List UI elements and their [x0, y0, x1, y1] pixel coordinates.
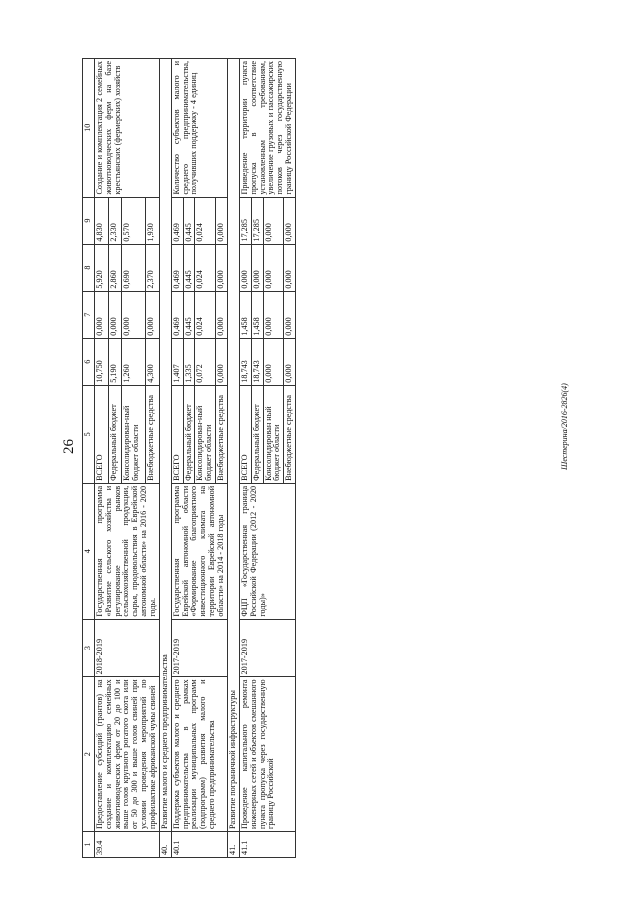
period: 2018-2019: [94, 619, 159, 677]
header-cell: 6: [83, 338, 95, 385]
value-cell: 0,000: [263, 197, 284, 244]
source-cell: Федеральный бюджет: [108, 385, 122, 483]
value-cell: 0,024: [195, 197, 216, 244]
source-cell: Консолидирован ный бюджет области: [263, 385, 284, 483]
section-number: 41.: [228, 832, 240, 858]
value-cell: 0,570: [122, 197, 146, 244]
value-cell: 0,000: [108, 291, 122, 338]
value-cell: 2,860: [108, 244, 122, 291]
source-cell: ВСЕГО: [239, 385, 251, 483]
value-cell: 0,469: [171, 244, 183, 291]
measure-text: Предоставление субсидий (грантов) на создание и комплектацию семейных животноводческих ферм от 20 до 100 и выше голов крупного рогатого скота или от 50 до 300 и выше голов свиней при условии проведения мероприятий по профилактике африканской чумы свиней: [94, 677, 159, 832]
source-cell: Внебюджетные средства: [146, 385, 160, 483]
result-text: Приведение территории пункта пропуска в соответствие установленным требованиям, увеличение грузовых и пассажирских потоков через государственную границу Российской Федерации: [239, 59, 295, 198]
section-row: [228, 59, 240, 858]
value-cell: 2,370: [146, 244, 160, 291]
value-cell: 0,024: [195, 291, 216, 338]
section-number: 40.: [159, 832, 171, 858]
table-row: [239, 59, 251, 858]
section-row: [159, 59, 171, 858]
measure-text: Поддержка субъектов малого и среднего предпринимательства в рамках реализации муниципальных программ (подпрограмм) развития малого и среднего предпринимательства: [171, 677, 227, 832]
source-cell: Внебюджетные средства: [216, 385, 228, 483]
value-cell: 5,920: [94, 244, 108, 291]
value-cell: 0,000: [263, 291, 284, 338]
header-cell: 7: [83, 291, 95, 338]
source-cell: Федеральный бюджет: [251, 385, 263, 483]
value-cell: 17,285: [239, 197, 251, 244]
value-cell: 0,690: [122, 244, 146, 291]
value-cell: 0,469: [171, 197, 183, 244]
value-cell: 0,000: [216, 338, 228, 385]
value-cell: 0,000: [146, 291, 160, 338]
value-cell: 0,000: [251, 244, 263, 291]
value-cell: 0,000: [263, 338, 284, 385]
value-cell: 1,458: [239, 291, 251, 338]
value-cell: 1,407: [171, 338, 183, 385]
value-cell: 0,000: [284, 197, 296, 244]
value-cell: 18,743: [251, 338, 263, 385]
value-cell: 0,000: [284, 244, 296, 291]
table-row: [94, 59, 108, 858]
result-text: Создание и комплектация 2 семейных животноводческих ферм на базе крестьянских (фермерских) хозяйств: [94, 59, 159, 198]
value-cell: 0,445: [183, 197, 195, 244]
header-cell: 2: [83, 677, 95, 832]
value-cell: 0,000: [284, 291, 296, 338]
value-cell: 0,445: [183, 244, 195, 291]
result-text: Количество субъектов малого и среднего предпринимательства, получивших поддержку - 4 единиц: [171, 59, 227, 198]
program-text: Государственная программа «Развитие сельского хозяйства и регулирование рынков сельскохозяйственной продукции, сырья, продовольствия в Еврейской автономной области» на 2016 - 2020 годы.: [94, 483, 159, 619]
source-cell: Внебюджетные средства: [284, 385, 296, 483]
table-row: [171, 59, 183, 858]
value-cell: 0,445: [183, 291, 195, 338]
source-cell: ВСЕГО: [171, 385, 183, 483]
value-cell: 0,469: [171, 291, 183, 338]
header-cell: 5: [83, 385, 95, 483]
header-cell: 10: [83, 59, 95, 198]
period: 2017-2019: [171, 619, 227, 677]
section-title: Развитие малого и среднего предпринимательства: [159, 59, 171, 832]
value-cell: 1,260: [122, 338, 146, 385]
program-table: [82, 58, 296, 858]
value-cell: 0,000: [94, 291, 108, 338]
source-cell: Федеральный бюджет: [183, 385, 195, 483]
value-cell: 5,190: [108, 338, 122, 385]
value-cell: 18,743: [239, 338, 251, 385]
program-text: Государственная программа Еврейской автономной области «Формирование благоприятного инвестиционного климата на территории Еврейской автономной области» на 2014 - 2018 годы: [171, 483, 227, 619]
page-number: 26: [61, 439, 77, 454]
header-cell: 9: [83, 197, 95, 244]
value-cell: 0,000: [122, 291, 146, 338]
header-cell: 1: [83, 832, 95, 858]
header-cell: 3: [83, 619, 95, 677]
value-cell: 0,000: [216, 197, 228, 244]
source-cell: Консолидирован-ный бюджет области: [122, 385, 146, 483]
value-cell: 0,000: [284, 338, 296, 385]
value-cell: 0,072: [195, 338, 216, 385]
measure-text: Проведение капитального ремонта инженерных сетей и объектов смешанного пункта пропуска через государственную границу Российской: [239, 677, 295, 832]
value-cell: 1,335: [183, 338, 195, 385]
value-cell: 0,024: [195, 244, 216, 291]
value-cell: 4,830: [94, 197, 108, 244]
section-title: Развитие пограничной инфраструктуры: [228, 59, 240, 832]
row-number: 39.4: [94, 832, 159, 858]
source-cell: ВСЕГО: [94, 385, 108, 483]
value-cell: 0,000: [216, 244, 228, 291]
value-cell: 10,750: [94, 338, 108, 385]
program-text: ФЦП «Государственная граница Российской Федерации (2012 - 2020 годы)»: [239, 483, 295, 619]
value-cell: 2,330: [108, 197, 122, 244]
period: 2017-2019: [239, 619, 295, 677]
header-cell: 4: [83, 483, 95, 619]
value-cell: 0,000: [216, 291, 228, 338]
value-cell: 1,930: [146, 197, 160, 244]
value-cell: 17,285: [251, 197, 263, 244]
value-cell: 4,300: [146, 338, 160, 385]
header-cell: 8: [83, 244, 95, 291]
rotated-table-wrapper: [82, 58, 582, 858]
row-number: 41.1: [239, 832, 295, 858]
header-row: [83, 59, 95, 858]
row-number: 40.1: [171, 832, 227, 858]
document-footer: Шестерина/2016-2826(4): [560, 383, 569, 470]
value-cell: 0,000: [239, 244, 251, 291]
value-cell: 0,000: [263, 244, 284, 291]
source-cell: Консолидирован-ный бюджет области: [195, 385, 216, 483]
value-cell: 1,458: [251, 291, 263, 338]
